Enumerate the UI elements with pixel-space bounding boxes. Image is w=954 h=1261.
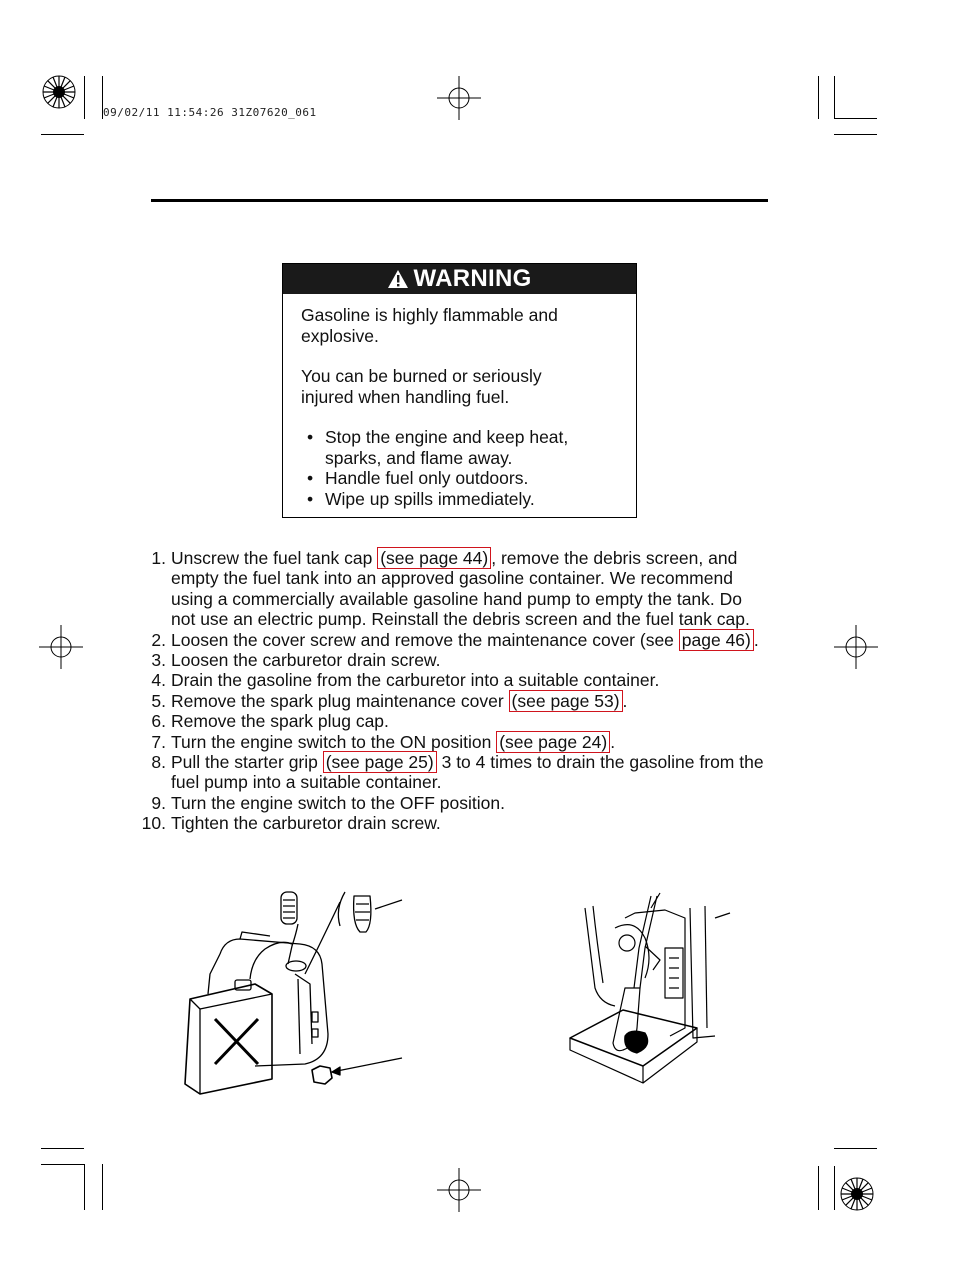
step-number: 7. — [151, 731, 166, 752]
page-link[interactable]: (see page 24) — [496, 731, 610, 753]
step-number: 2. — [151, 629, 166, 650]
warning-title: WARNING — [413, 265, 532, 292]
crosshair-icon — [834, 625, 878, 669]
page-link[interactable]: (see page 44) — [377, 547, 491, 569]
step-text: Loosen the carburetor drain screw. — [171, 650, 441, 671]
step-number: 4. — [151, 670, 166, 691]
registration-target-icon — [837, 1174, 877, 1214]
page-link[interactable]: page 46) — [679, 629, 754, 651]
step-text: . — [610, 731, 616, 752]
step-text: Remove the spark plug maintenance cover — [171, 690, 509, 711]
warning-header — [283, 264, 636, 294]
step-text: Unscrew the fuel tank cap — [171, 548, 378, 568]
print-stamp: 09/02/11 11:54:26 31Z07620_061 — [103, 106, 317, 119]
step-text: Turn the engine switch to the OFF position. — [171, 792, 505, 813]
step-number: 3. — [151, 650, 166, 671]
warning-bullet-list — [301, 427, 601, 509]
step-text: Turn the engine switch to the ON position — [171, 731, 497, 752]
fuel-drain-illustration — [180, 884, 410, 1098]
step-number: 1. — [151, 548, 166, 568]
warning-bullet: • Handle fuel only outdoors. — [307, 468, 601, 489]
step-text: . — [622, 690, 628, 711]
section-rule — [151, 199, 768, 202]
step-item — [140, 691, 770, 711]
procedure-steps — [140, 548, 770, 834]
warning-bullet: • Stop the engine and keep heat, sparks, and flame away. — [307, 427, 601, 468]
step-text: Pull the starter grip — [171, 752, 323, 773]
registration-target-icon — [39, 72, 79, 112]
crosshair-icon — [437, 76, 481, 120]
step-text: Loosen the cover screw and remove the maintenance cover (see — [171, 629, 679, 650]
step-number: 6. — [151, 711, 166, 732]
page-link[interactable]: (see page 25) — [323, 751, 437, 773]
step-number: 8. — [151, 752, 166, 773]
step-number: 5. — [151, 690, 166, 711]
warning-paragraph: You can be burned or seriously injured when handling fuel. — [301, 366, 542, 407]
crosshair-icon — [39, 625, 83, 669]
step-item — [140, 630, 770, 650]
warning-paragraph: Gasoline is highly flammable and explosive. — [301, 305, 558, 346]
step-item — [140, 793, 770, 813]
warning-box — [282, 263, 637, 518]
step-item — [140, 670, 770, 690]
step-text: Drain the gasoline from the carburetor into a suitable container. — [171, 670, 660, 691]
step-text: , remove the debris screen, and empty the fuel tank into an approved gasoline container. We recommend using a commercially available gasoline hand pump to empty the tank. Do not use an electric pump. Reinstall the debris screen and the fuel tank cap. — [171, 548, 750, 630]
page-link[interactable]: (see page 53) — [509, 690, 623, 712]
warning-bullet: • Wipe up spills immediately. — [307, 489, 601, 510]
step-item — [140, 732, 770, 752]
warning-triangle-icon — [387, 269, 409, 289]
step-text: Remove the spark plug cap. — [171, 711, 389, 732]
step-text: 3 to 4 times to drain the gasoline from the fuel pump into a suitable container. — [171, 752, 764, 793]
step-text: . — [753, 629, 759, 650]
step-item — [140, 711, 770, 731]
step-item — [140, 548, 770, 630]
step-item — [140, 813, 770, 833]
step-number: 9. — [151, 792, 166, 813]
crosshair-icon — [437, 1168, 481, 1212]
carburetor-drain-illustration — [565, 888, 737, 1096]
step-item — [140, 650, 770, 670]
step-text: Tighten the carburetor drain screw. — [171, 813, 441, 834]
step-item — [140, 752, 770, 793]
step-number: 10. — [141, 813, 166, 834]
